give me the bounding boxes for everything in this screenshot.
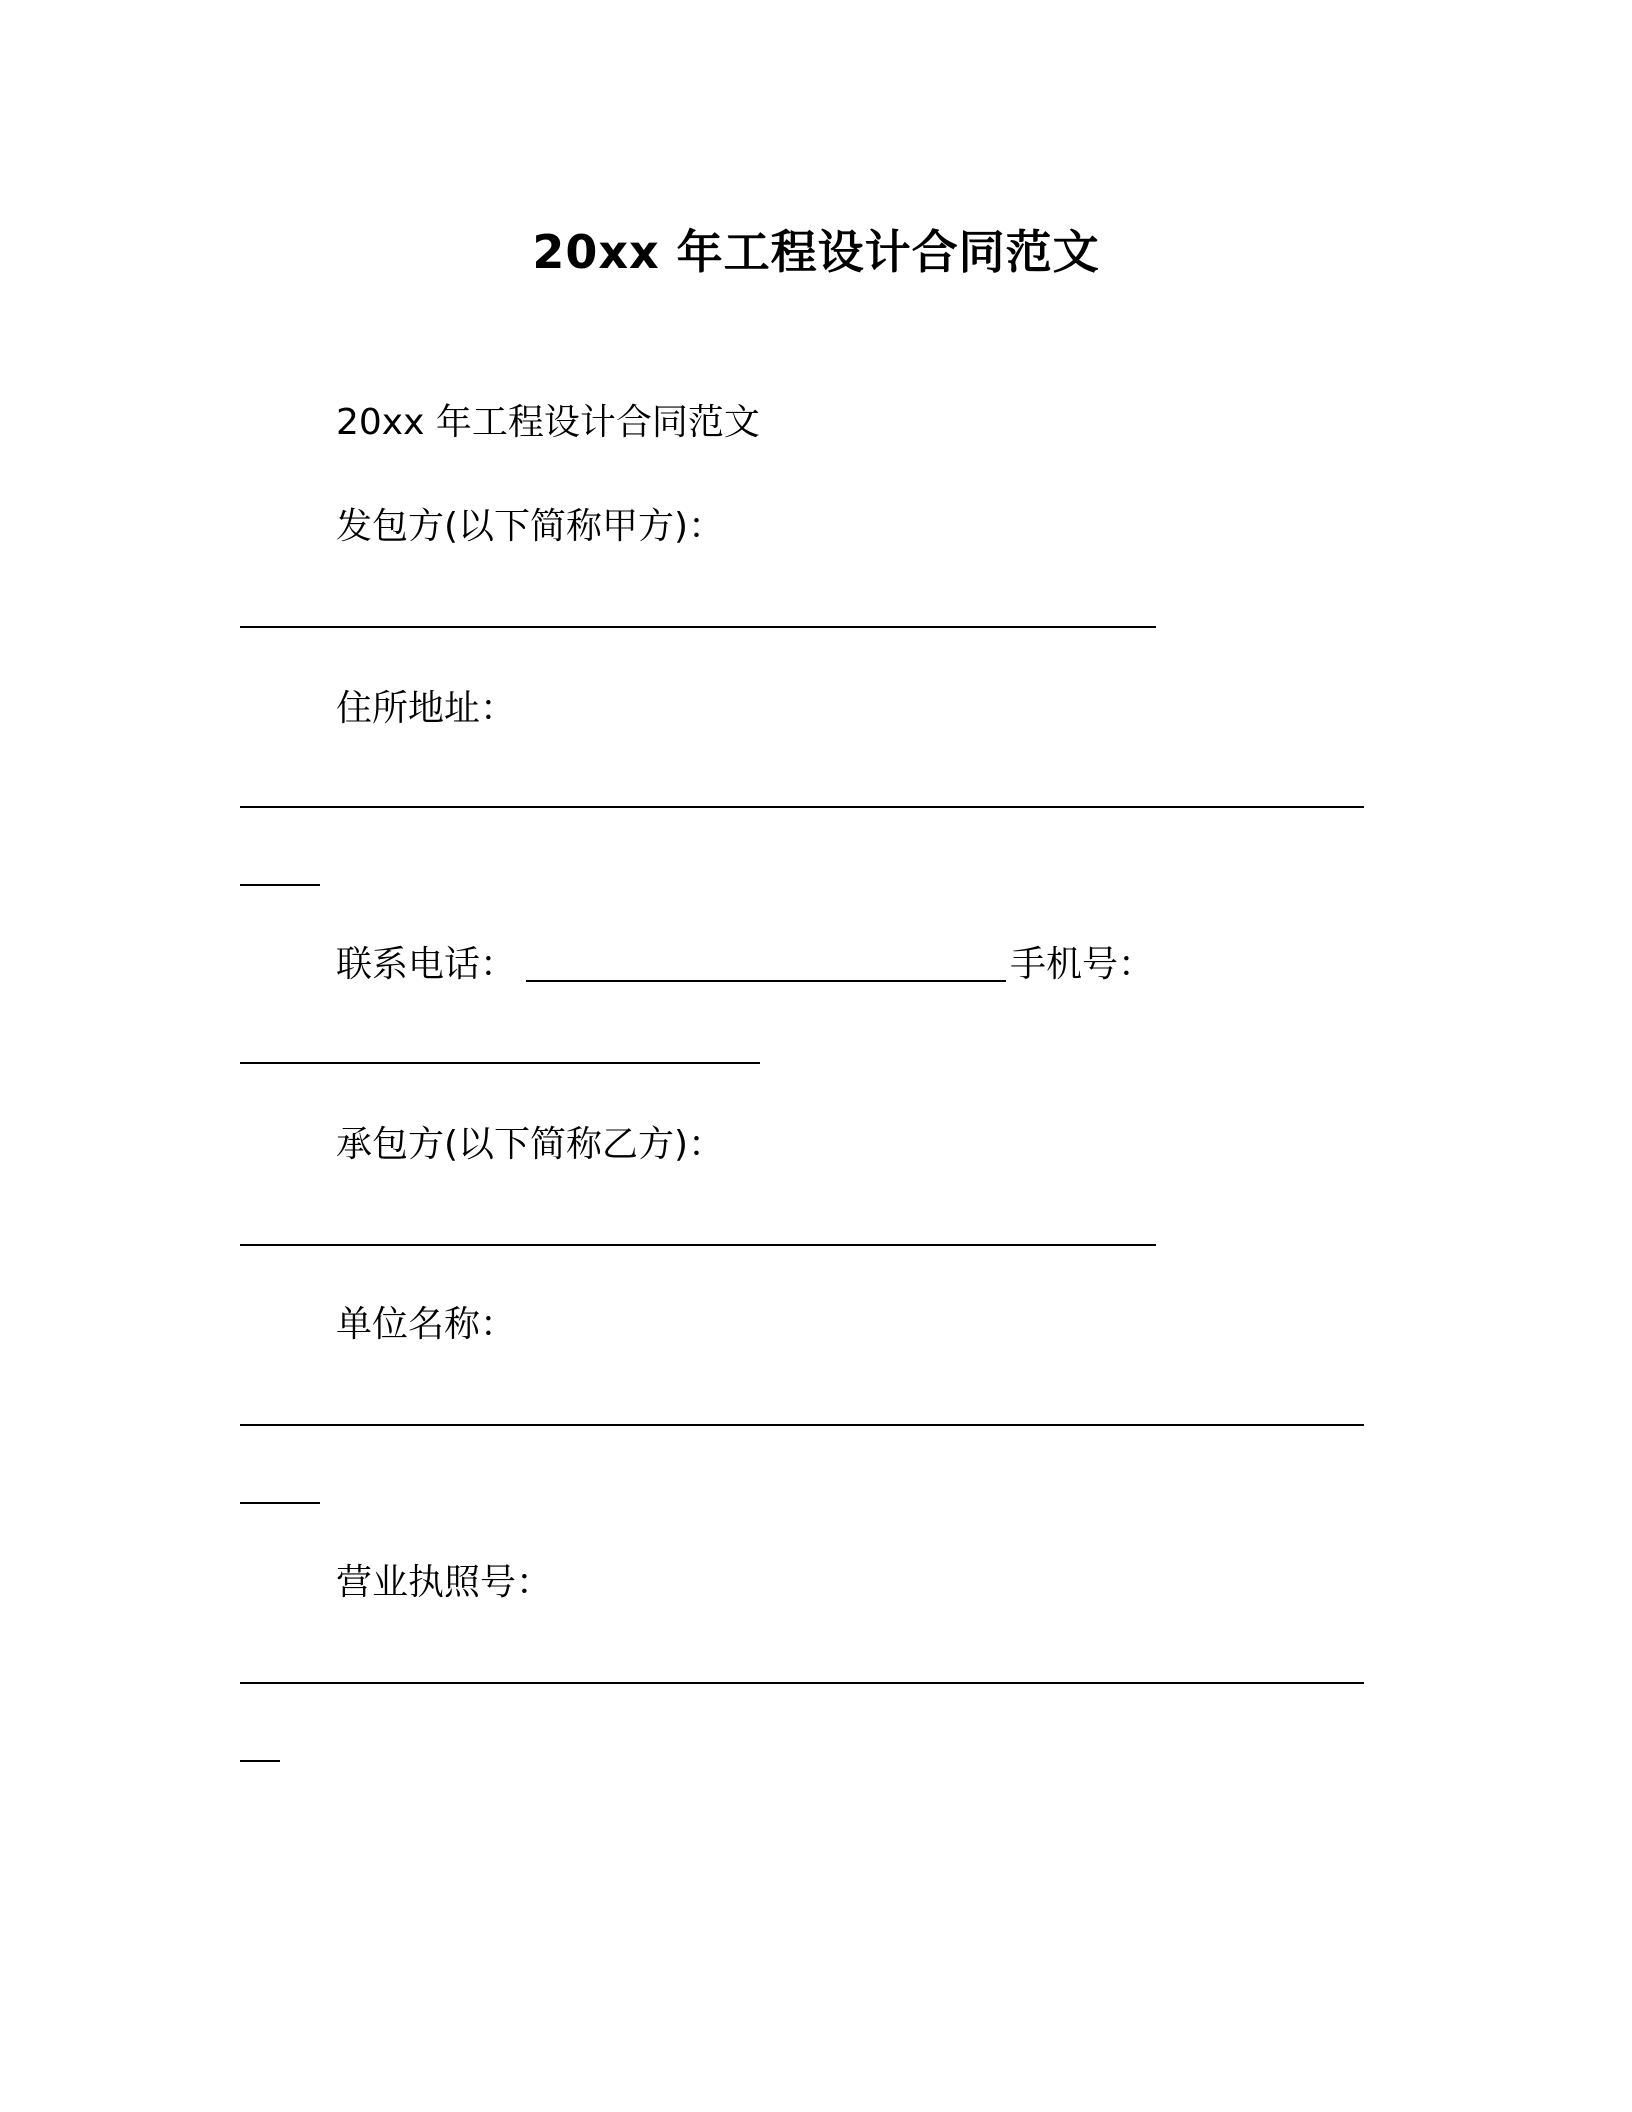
- document-title: 20xx 年工程设计合同范文: [532, 225, 1100, 279]
- phone-label: 联系电话：: [336, 944, 517, 985]
- unit-name-blank-line-2: [240, 1502, 320, 1504]
- party-b-blank: [240, 1244, 1156, 1246]
- unit-name-blank-line-1: [240, 1424, 1364, 1426]
- party-a-blank: [240, 626, 1156, 628]
- phone-row: [336, 940, 1154, 990]
- phone-blank: [526, 980, 1006, 982]
- mobile-blank: [240, 1062, 760, 1064]
- license-label: 营业执照号：: [336, 1562, 553, 1603]
- party-b-label: 承包方(以下简称乙方)：: [336, 1124, 725, 1165]
- license-blank-line-1: [240, 1682, 1364, 1684]
- address-label: 住所地址：: [336, 688, 517, 729]
- party-a-label: 发包方(以下简称甲方)：: [336, 506, 725, 547]
- license-blank-line-2: [240, 1760, 280, 1762]
- contract-heading: 20xx 年工程设计合同范文: [336, 402, 760, 443]
- address-blank-line-2: [240, 884, 320, 886]
- mobile-label: 手机号：: [1010, 944, 1155, 985]
- unit-name-label: 单位名称：: [336, 1304, 517, 1345]
- address-blank-line-1: [240, 806, 1364, 808]
